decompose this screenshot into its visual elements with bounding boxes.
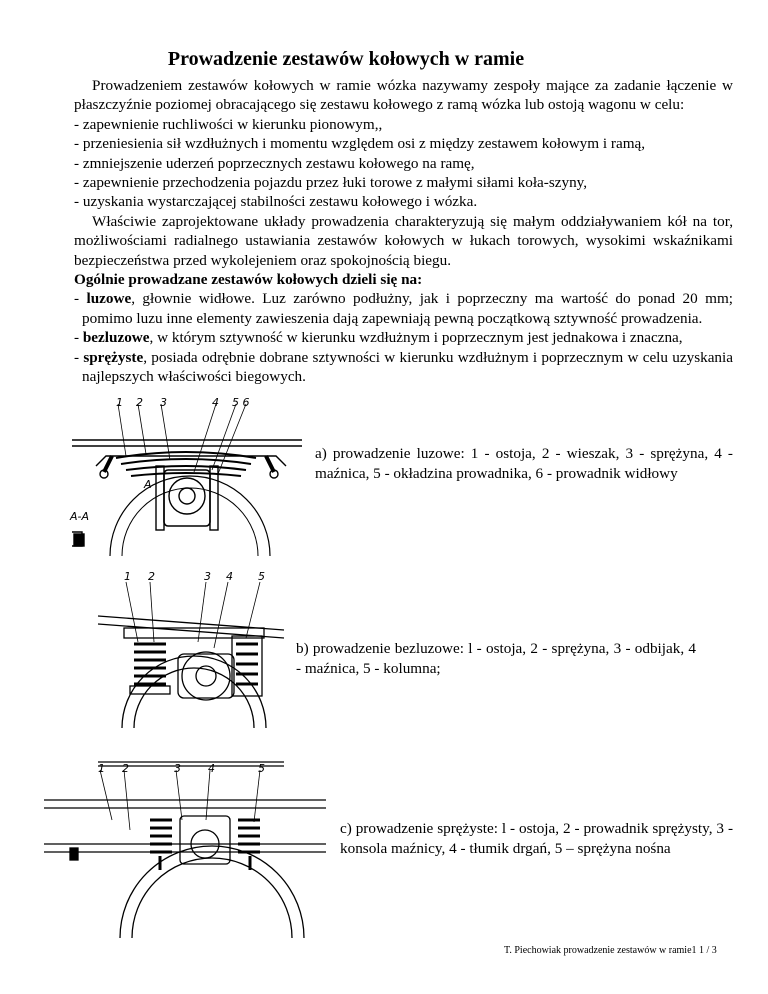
goal-item: - zapewnienie przechodzenia pojazdu przez łuki torowe z małymi siłami koła-szyny, [74, 174, 588, 192]
figure-c-label: 3 [174, 762, 181, 775]
figure-a-label: 2 [136, 396, 143, 409]
types-heading: Ogólnie prowadzane zestawów kołowych dzieli się na: [74, 271, 423, 289]
figure-c-label: 1 [98, 762, 105, 775]
figure-c-label: 2 [122, 762, 129, 775]
figure-b-label: 4 [226, 570, 233, 583]
figure-b-drawing [94, 568, 288, 770]
goal-item: - uzyskania wystarczającej stabilności zestawu kołowego i wózka. [74, 193, 478, 211]
figure-b-label: 5 [258, 570, 265, 583]
figure-b-label: 2 [148, 570, 155, 583]
figure-a-drawing [66, 396, 306, 566]
second-paragraph: Właściwie zaprojektowane układy prowadzenia charakteryzują się małym oddziaływaniem kół na tor, możliwościami radialnego ustawiania zestawów kołowych w łukach torowych, wysokimi wskaźnikami bezpieczeństwa przed wykolejeniem oraz spokojnością biegu. [74, 212, 733, 269]
figure-a-mark: A [144, 478, 152, 491]
type-term: luzowe [86, 290, 132, 308]
goal-item: - zmniejszenie uderzeń poprzecznych zestawu kołowego na ramę, [74, 154, 475, 172]
figure-a-label: 3 [160, 396, 167, 409]
figure-b-label: 3 [204, 570, 211, 583]
figure-c-label: 5 [258, 762, 265, 775]
figure-a-label: 5 6 [232, 396, 250, 409]
figure-a-label: 4 [212, 396, 219, 409]
page-footer: T. Piechowiak prowadzenie zestawów w ramie1 1 / 3 [504, 945, 717, 956]
figure-c-caption: c) prowadzenie sprężyste: l - ostoja, 2 - prowadnik sprężysty, 3 - konsola maźnicy, 4 - tłumik drgań, 5 – sprężyna nośna [340, 820, 733, 857]
figure-b-caption: b) prowadzenie bezluzowe: l - ostoja, 2 - sprężyna, 3 - odbijak, 4 - maźnica, 5 - kolumna; [296, 640, 696, 677]
type-item: - luzowe, głownie widłowe. Luz zarówno podłużny, jak i poprzeczny ma wartość do ponad 20 mm; pomimo luzu inne elementy zawieszenia dają zapewniają pewną początkową sztywność prowadzenia. [74, 290, 733, 327]
type-term: sprężyste [83, 348, 144, 366]
goal-item: - przeniesienia sił wzdłużnych i momentu względem osi z między zestawem kołowym i ramą, [74, 135, 646, 153]
figure-b-label: 1 [124, 570, 131, 583]
figure-c-label: 4 [208, 762, 215, 775]
type-term: bezluzowe [82, 329, 150, 347]
page-title: Prowadzenie zestawów kołowych w ramie [167, 48, 525, 70]
type-item: - sprężyste, posiada odrębnie dobrane sztywności w kierunku wzdłużnym i poprzecznym w celu uzyskania najlepszych właściwości biegowych. [74, 348, 733, 386]
figure-a-caption: a) prowadzenie luzowe: 1 - ostoja, 2 - wieszak, 3 - sprężyna, 4 - maźnica, 5 - okładzina prowadnika, 6 - prowadnik widłowy [315, 445, 733, 482]
intro-paragraph: Prowadzeniem zestawów kołowych w ramie wózka nazywamy zespoły mające za zadanie łączenie w płaszczyźnie poziomej obracającego się zestawu kołowego z ramą wózka lub ostoją wagonu w celu: [74, 77, 733, 114]
figure-c-drawing [40, 760, 330, 938]
goal-item: - zapewnienie ruchliwości w kierunku pionowym,, [74, 115, 383, 133]
figure-a-label: 1 [116, 396, 123, 409]
document-body [74, 76, 733, 387]
type-item: - bezluzowe, w którym sztywność w kierunku wzdłużnym i poprzecznym jest jednakowa i znaczna, [74, 329, 683, 347]
figure-a-section-label: A-A [70, 510, 90, 523]
